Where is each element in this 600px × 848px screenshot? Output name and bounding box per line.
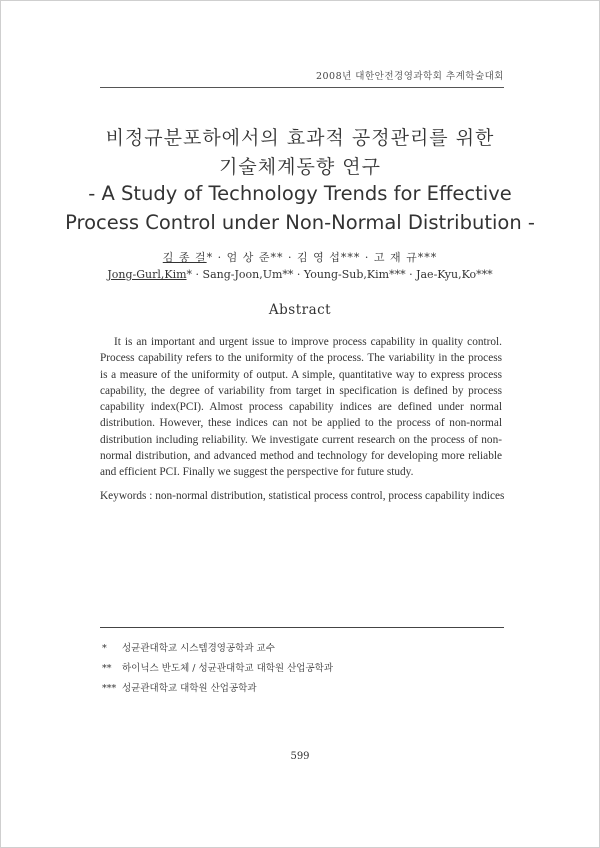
author-en-2: Sang-Joon,Um — [202, 268, 283, 281]
running-header: 2008년 대한안전경영과학회 추계학술대회 — [315, 71, 504, 82]
author-ko-4: 고 재 규 — [373, 251, 418, 264]
author-ko-1-mark: * — [206, 251, 214, 264]
keywords-list: non-normal distribution, statistical process control, process capability indices — [155, 490, 505, 502]
author-en-3-mark: *** — [389, 268, 406, 281]
footnotes — [102, 639, 502, 699]
korean-title — [60, 124, 540, 182]
page-number: 599 — [290, 751, 310, 762]
footnote-text: 성균관대학교 대학원 산업공학과 — [122, 683, 257, 694]
abstract-heading: Abstract — [268, 302, 332, 318]
footnote-item — [102, 659, 502, 679]
authors-english — [60, 268, 540, 281]
author-ko-2-mark: ** — [270, 251, 284, 264]
footnote-rule — [100, 627, 504, 628]
author-en-4-mark: *** — [476, 268, 493, 281]
english-title — [60, 179, 540, 237]
author-ko-3: 김 영 섭 — [297, 251, 341, 264]
keywords-line — [100, 488, 510, 504]
author-ko-1: 김 종 걸 — [162, 251, 207, 264]
author-separator: · — [293, 268, 304, 281]
authors-korean — [60, 249, 540, 265]
page-border-left — [0, 0, 1, 848]
keywords-label: Keywords : — [100, 490, 156, 502]
footnote-mark: * — [102, 643, 107, 654]
author-en-2-mark: ** — [282, 268, 294, 281]
english-title-line-1: - A Study of Technology Trends for Effective — [88, 182, 512, 205]
author-ko-3-mark: *** — [340, 251, 361, 264]
author-ko-2: 엄 상 준 — [226, 251, 271, 264]
footnote-item — [102, 639, 502, 659]
footnote-mark: *** — [102, 683, 117, 694]
author-separator: · — [213, 251, 227, 264]
author-en-3: Young-Sub,Kim — [303, 268, 390, 281]
author-separator: · — [405, 268, 417, 281]
author-ko-4-mark: *** — [417, 251, 438, 264]
author-en-1: Jong-Gurl,Kim — [107, 268, 187, 281]
header-rule — [100, 87, 504, 88]
author-en-1-mark: * — [186, 268, 193, 281]
english-title-line-2: Process Control under Non-Normal Distribution - — [65, 211, 535, 234]
author-separator: · — [192, 268, 203, 281]
footnote-item — [102, 679, 502, 699]
author-separator: · — [360, 251, 374, 264]
footnote-text: 하이닉스 반도체 / 성균관대학교 대학원 산업공학과 — [122, 663, 334, 674]
footnote-mark: ** — [102, 663, 112, 674]
abstract-body: It is an important and urgent issue to improve process capability in quality control. Process capability refers to the uniformity of the process. The variability in the process is a measure of the uniformity of output. A simple, quantitative way to express process capability, the degree of variability from target in specification is defined by process capability index(PCI). Almost process capability indices are defined under normal distribution. However, these indices can not be applied to the process of non-normal distribution including reliability. We investigate current research on the process of non-normal distribution, and advanced method and technology for developing more reliable and efficient PCI. Finally we suggest the perspective for future study. — [100, 336, 502, 479]
korean-title-line-1: 비정규분포하에서의 효과적 공정관리를 위한 — [105, 127, 495, 149]
footnote-text: 성균관대학교 시스템경영공학과 교수 — [122, 643, 275, 654]
author-separator: · — [283, 251, 297, 264]
korean-title-line-2: 기술체계동향 연구 — [219, 156, 381, 178]
page-border-top — [0, 0, 600, 1]
author-en-4: Jae-Kyu,Ko — [416, 268, 477, 281]
